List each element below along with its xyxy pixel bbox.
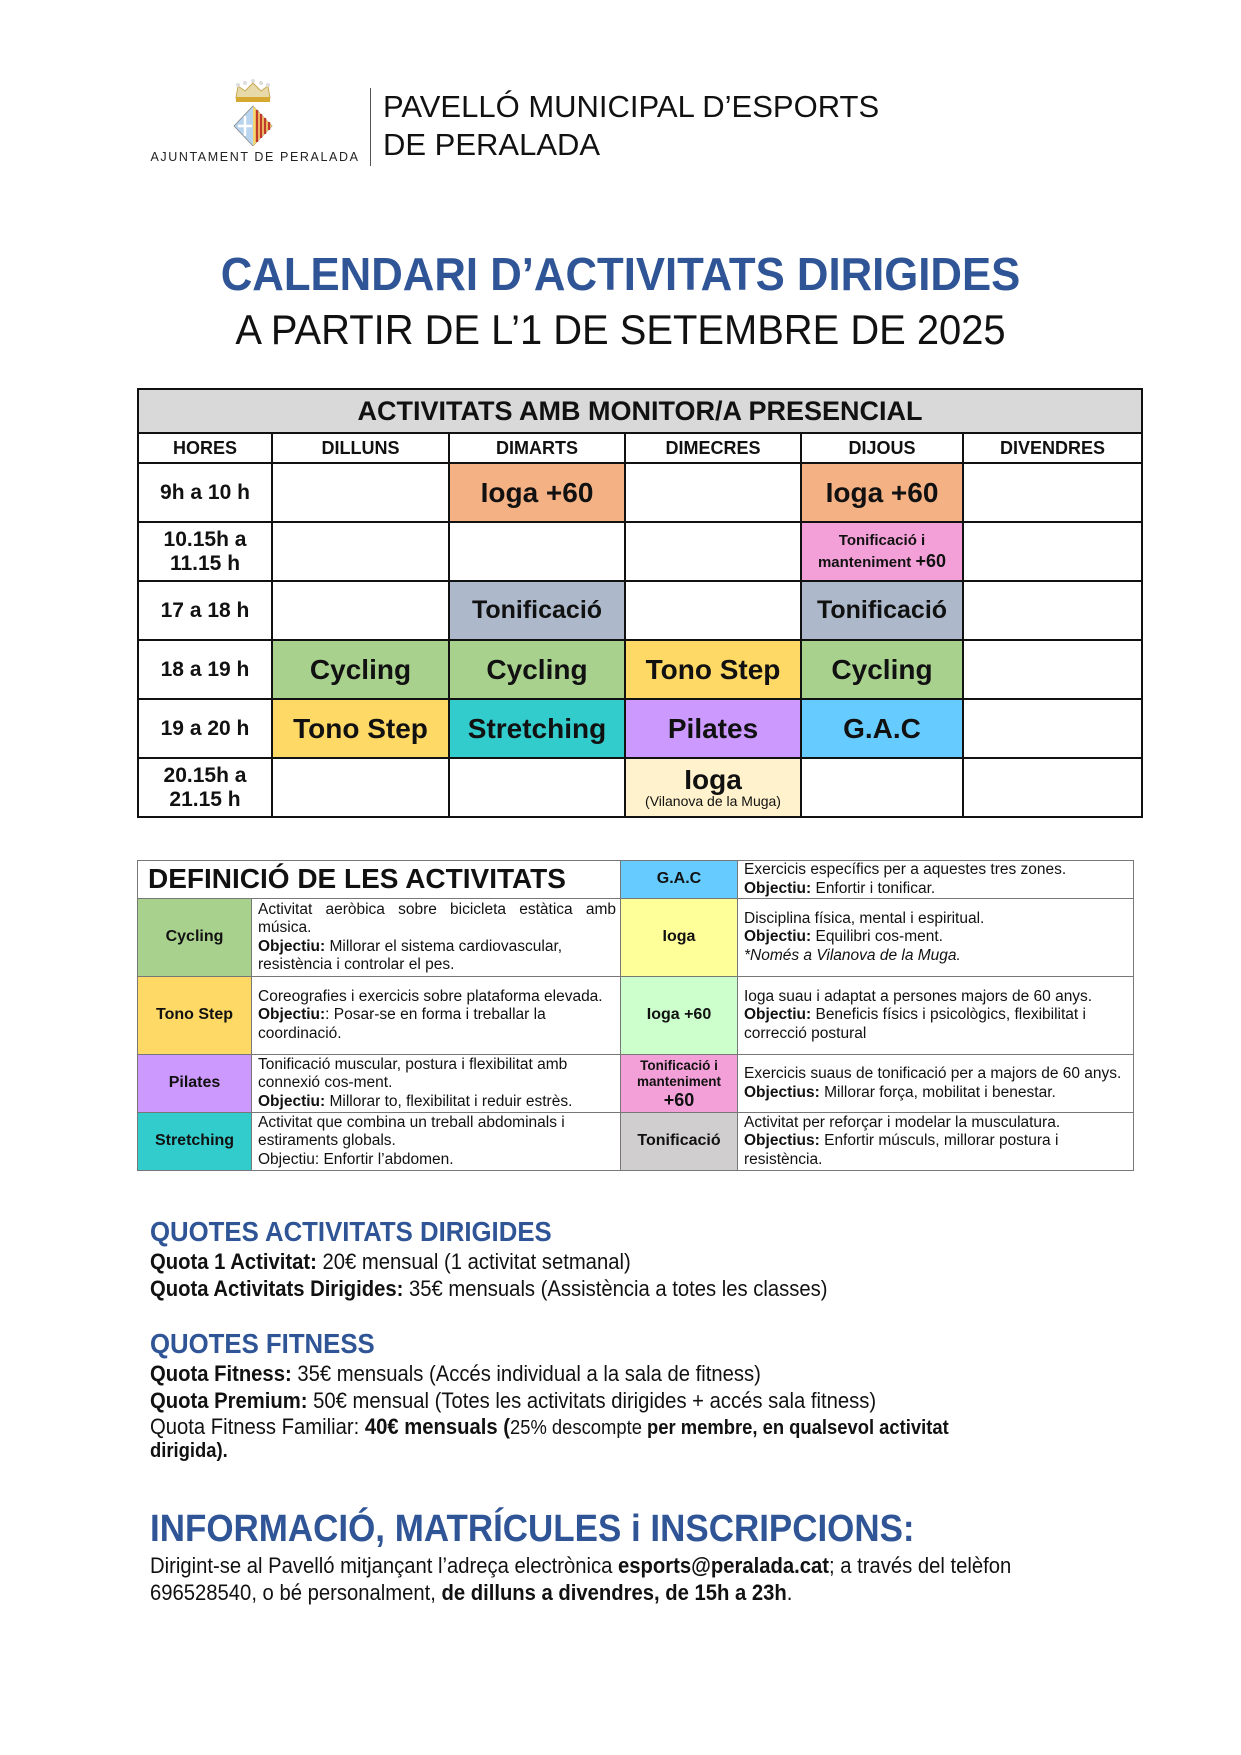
quotes-fitness-heading: QUOTES FITNESS xyxy=(150,1328,375,1359)
slot-pilates: Pilates xyxy=(625,699,801,758)
def-obj-label: Objectiu: xyxy=(258,1092,326,1110)
def-obj-label: Objectiu: xyxy=(744,928,812,946)
schedule-caption: ACTIVITATS AMB MONITOR/A PRESENCIAL xyxy=(138,389,1142,433)
slot-empty xyxy=(963,758,1142,817)
slot-cycling: Cycling xyxy=(449,640,625,699)
quota-text: 35€ mensuals (Accés individual a la sala de fitness) xyxy=(291,1361,761,1386)
slot-tono-step: Tono Step xyxy=(272,699,449,758)
def-label-ioga60: Ioga +60 xyxy=(621,977,738,1055)
page-title: CALENDARI D’ACTIVITATS DIRIGIDES xyxy=(220,248,1021,300)
info-heading: INFORMACIÓ, MATRÍCULES i INSCRIPCIONS: xyxy=(150,1508,915,1550)
slot-empty xyxy=(963,640,1142,699)
familiar-rest: per membre, en qualsevol activitat xyxy=(647,1417,949,1439)
quota-text: 20€ mensual (1 activitat setmanal) xyxy=(316,1249,631,1274)
org-name xyxy=(383,88,879,164)
slot-empty xyxy=(449,758,625,817)
slot-empty xyxy=(625,522,801,581)
familiar-rest2: dirigida). xyxy=(150,1440,228,1462)
info-line2 xyxy=(150,1580,792,1606)
def-text: Disciplina física, mental i espiritual. xyxy=(744,909,985,927)
def-text: Ioga suau i adaptat a persones majors de 60 anys. xyxy=(744,987,1093,1005)
slot-empty xyxy=(449,522,625,581)
def-obj-label: Objectiu: xyxy=(258,937,326,955)
familiar-open: ( xyxy=(497,1414,510,1439)
quota-text: 50€ mensual (Totes les activitats dirigides + accés sala fitness) xyxy=(307,1388,877,1413)
def-text: Activitat aeròbica sobre bicicleta estàtica amb música. xyxy=(258,900,616,936)
quota-line xyxy=(150,1276,828,1302)
quota-label: Quota 1 Activitat: xyxy=(150,1249,317,1274)
def-obj-text: : Posar-se en forma i treballar la coordinació. xyxy=(258,1006,546,1042)
col-header-dilluns: DILLUNS xyxy=(272,433,449,463)
info-text: Dirigint-se al Pavelló mitjançant l’adreça electrònica xyxy=(150,1553,618,1578)
hour-cell: 9h a 10 h xyxy=(138,463,272,522)
hour-cell: 17 a 18 h xyxy=(138,581,272,640)
def-label-line2: manteniment xyxy=(636,1073,721,1089)
hour-line2: 11.15 h xyxy=(169,551,241,575)
def-label-stretching: Stretching xyxy=(138,1113,252,1171)
schedule-row xyxy=(138,463,1142,522)
schedule-row xyxy=(138,699,1142,758)
hour-cell xyxy=(138,758,272,817)
def-obj-label: Objectius: xyxy=(744,1132,820,1150)
slot-empty xyxy=(801,758,963,817)
ajuntament-logo xyxy=(150,76,360,168)
def-obj-label: Objectius: xyxy=(744,1083,820,1101)
slot-empty xyxy=(963,463,1142,522)
def-desc-cycling xyxy=(252,899,621,977)
schedule-row xyxy=(138,522,1142,581)
slot-empty xyxy=(625,463,801,522)
col-header-hores: HORES xyxy=(138,433,272,463)
schedule-row xyxy=(138,640,1142,699)
definitions-table xyxy=(137,860,1134,1171)
slot-empty xyxy=(272,758,449,817)
hour-cell: 18 a 19 h xyxy=(138,640,272,699)
org-name-line1: PAVELLÓ MUNICIPAL D’ESPORTS xyxy=(383,89,880,124)
slot-tonificacio-manteniment xyxy=(801,522,963,581)
def-label-pilates: Pilates xyxy=(138,1055,252,1113)
def-obj-text: Equilibri cos-ment. xyxy=(811,928,943,946)
def-label-tonificacio: Tonificació xyxy=(621,1113,738,1171)
org-name-line2: DE PERALADA xyxy=(383,127,601,162)
slot-cycling: Cycling xyxy=(272,640,449,699)
col-header-dijous: DIJOUS xyxy=(801,433,963,463)
info-phone: 696528540 xyxy=(150,1580,252,1605)
slot-stretching: Stretching xyxy=(449,699,625,758)
info-hours: de dilluns a divendres, de 15h a 23h xyxy=(441,1580,787,1605)
def-desc-tonificacio-manteniment xyxy=(738,1055,1134,1113)
def-text: Activitat per reforçar i modelar la musculatura. xyxy=(744,1113,1061,1131)
def-desc-gac xyxy=(738,861,1134,899)
def-label-tono-step: Tono Step xyxy=(138,977,252,1055)
page-subtitle: A PARTIR DE L’1 DE SETEMBRE DE 2025 xyxy=(235,306,1006,353)
quota-familiar-line xyxy=(150,1414,949,1440)
slot-ioga-note: (Vilanova de la Muga) xyxy=(645,793,781,809)
def-desc-pilates xyxy=(252,1055,621,1113)
col-header-divendres: DIVENDRES xyxy=(963,433,1142,463)
def-obj-text: Enfortir i tonificar. xyxy=(811,879,936,897)
slot-ioga60: Ioga +60 xyxy=(801,463,963,522)
hour-line1: 10.15h a xyxy=(163,527,247,551)
slot-empty xyxy=(272,463,449,522)
quota-line xyxy=(150,1361,761,1387)
slot-empty xyxy=(963,581,1142,640)
info-line1 xyxy=(150,1553,1011,1579)
def-text: Exercicis específics per a aquestes tres zones. xyxy=(744,861,1067,878)
familiar-prefix: Quota Fitness Familiar: xyxy=(150,1414,365,1439)
slot-empty xyxy=(272,522,449,581)
slot-ioga60: Ioga +60 xyxy=(449,463,625,522)
definitions-title: DEFINICIÓ DE LES ACTIVITATS xyxy=(138,861,621,899)
quota-familiar-line2 xyxy=(150,1440,228,1463)
slot-empty xyxy=(963,522,1142,581)
slot-tm-line1: Tonificació i xyxy=(838,531,926,549)
def-obj-text: Millorar força, mobilitat i benestar. xyxy=(819,1083,1056,1101)
slot-cycling: Cycling xyxy=(801,640,963,699)
def-text: Activitat que combina un treball abdominals i estiraments globals. xyxy=(258,1113,565,1150)
def-obj-label: Objectiu: xyxy=(744,1006,812,1024)
slot-empty xyxy=(625,581,801,640)
quota-label: Quota Premium: xyxy=(150,1388,308,1413)
slot-gac: G.A.C xyxy=(801,699,963,758)
quota-text: 35€ mensuals (Assistència a totes les classes) xyxy=(403,1276,828,1301)
hour-cell xyxy=(138,522,272,581)
def-label-gac: G.A.C xyxy=(621,861,738,899)
def-note: *Només a Vilanova de la Muga. xyxy=(744,946,961,964)
quotes-dirigides-heading: QUOTES ACTIVITATS DIRIGIDES xyxy=(150,1216,552,1247)
quota-line xyxy=(150,1388,876,1414)
def-label-ioga: Ioga xyxy=(621,899,738,977)
info-text: . xyxy=(786,1580,793,1605)
def-desc-stretching xyxy=(252,1113,621,1171)
info-email-link[interactable]: esports@peralada.cat xyxy=(617,1553,829,1578)
def-label-line3: +60 xyxy=(663,1089,695,1110)
schedule-row xyxy=(138,581,1142,640)
slot-tono-step: Tono Step xyxy=(625,640,801,699)
def-desc-tonificacio xyxy=(738,1113,1134,1171)
def-obj-text: Millorar to, flexibilitat i reduir estrès. xyxy=(325,1092,573,1110)
col-header-dimarts: DIMARTS xyxy=(449,433,625,463)
familiar-discount: 25% descompte xyxy=(509,1417,648,1439)
info-text: ; a través del telèfon xyxy=(828,1553,1012,1578)
info-text: , o bé personalment, xyxy=(251,1580,442,1605)
logo-text: AJUNTAMENT DE PERALADA xyxy=(150,150,360,164)
def-text: Tonificació muscular, postura i flexibilitat amb connexió cos-ment. xyxy=(258,1055,568,1092)
def-label-cycling: Cycling xyxy=(138,899,252,977)
familiar-price: 40€ mensuals xyxy=(364,1414,498,1439)
slot-empty xyxy=(272,581,449,640)
def-obj-text: Millorar el sistema cardiovascular, resistència i controlar el pes. xyxy=(258,937,563,973)
hour-cell: 19 a 20 h xyxy=(138,699,272,758)
def-desc-ioga60 xyxy=(738,977,1134,1055)
col-header-dimecres: DIMECRES xyxy=(625,433,801,463)
def-obj-plain: Objectiu: Enfortir l’abdomen. xyxy=(258,1150,454,1168)
header-divider xyxy=(370,88,371,166)
slot-tm-line2: manteniment xyxy=(817,553,912,571)
hour-line1: 20.15h a xyxy=(163,763,247,787)
def-obj-text: Enfortir músculs, millorar postura i resistència. xyxy=(744,1132,1059,1168)
def-obj-label: Objectiu: xyxy=(744,879,812,897)
slot-ioga-label: Ioga xyxy=(684,764,742,795)
quota-label: Quota Activitats Dirigides: xyxy=(150,1276,404,1301)
slot-tonificacio: Tonificació xyxy=(801,581,963,640)
slot-tm-line3: +60 xyxy=(915,550,947,571)
coat-of-arms-icon xyxy=(228,76,278,146)
hour-line2: 21.15 h xyxy=(169,787,241,811)
def-desc-tono-step xyxy=(252,977,621,1055)
schedule-row xyxy=(138,758,1142,817)
def-desc-ioga xyxy=(738,899,1134,977)
slot-ioga xyxy=(625,758,801,817)
def-text: Exercicis suaus de tonificació per a majors de 60 anys. xyxy=(744,1065,1122,1082)
schedule-table xyxy=(137,388,1143,818)
def-label-tonificacio-manteniment xyxy=(621,1055,738,1113)
quota-label: Quota Fitness: xyxy=(150,1361,292,1386)
slot-tonificacio: Tonificació xyxy=(449,581,625,640)
def-label-line1: Tonificació i xyxy=(640,1057,718,1073)
def-obj-label: Objectiu: xyxy=(258,1006,326,1024)
quota-line xyxy=(150,1249,631,1275)
slot-empty xyxy=(963,699,1142,758)
def-obj-text: Beneficis físics i psicològics, flexibilitat i correcció postural xyxy=(744,1006,1086,1042)
def-text: Coreografies i exercicis sobre plataforma elevada. xyxy=(258,987,603,1005)
